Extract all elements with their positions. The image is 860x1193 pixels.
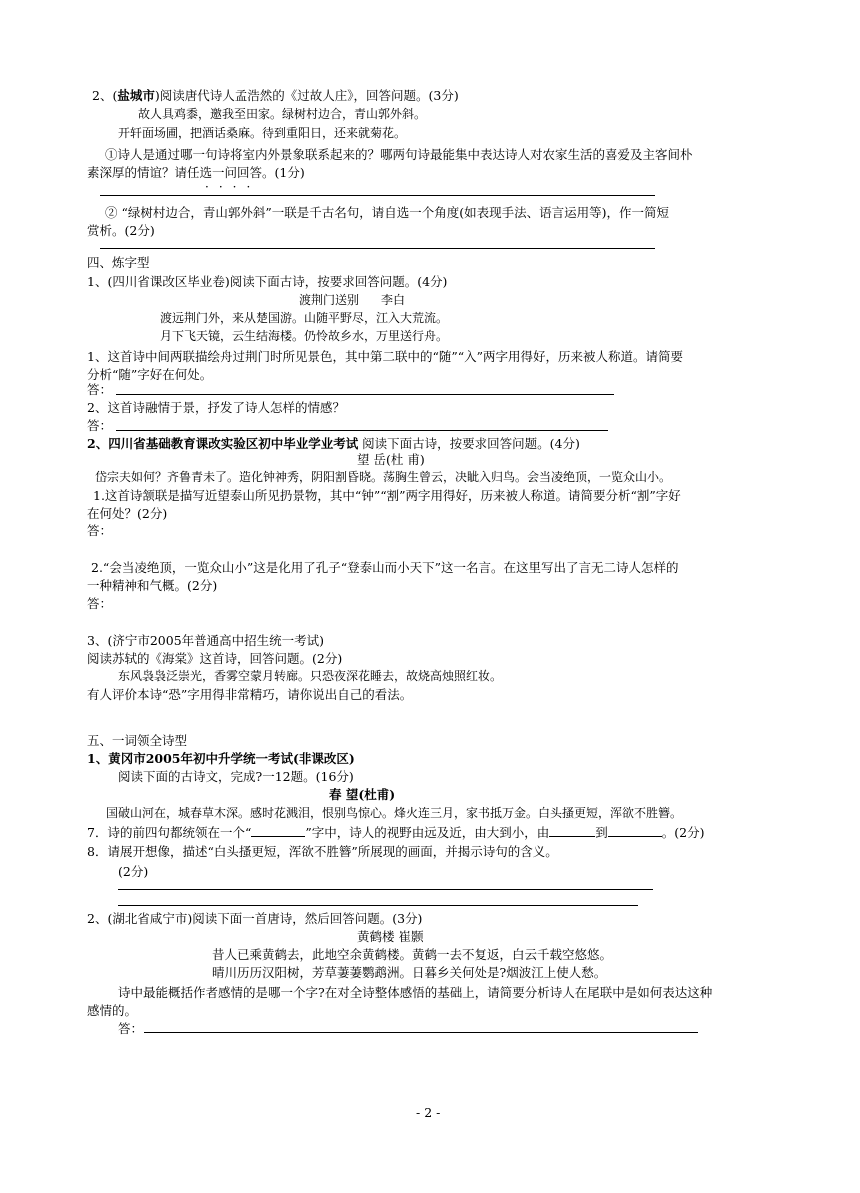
question-header: 2、(湖北省咸宁市)阅读下面一首唐诗，然后回答问题。(3分) bbox=[87, 911, 423, 926]
answer-line[interactable] bbox=[118, 905, 638, 906]
question-text: ①诗人是通过哪一句诗将室内外景象联系起来的？哪两句诗最能集中表达诗人对农家生活的喜爱及主客间朴 bbox=[105, 147, 693, 162]
question-text: 在何处？(2分) bbox=[87, 506, 168, 521]
question-text: 诗中最能概括作者感情的是哪一个字?在对全诗整体感悟的基础上，请简要分析诗人在尾联中是如何表达这种 bbox=[118, 985, 713, 1000]
section-heading: 五、一词领全诗型 bbox=[87, 733, 188, 748]
poem-line: 月下飞天镜，云生结海楼。仍怜故乡水，万里送行舟。 bbox=[160, 329, 449, 343]
answer-label: 答： bbox=[87, 596, 113, 611]
poem-line: 国破山河在，城春草木深。感时花溅泪，恨别鸟惊心。烽火连三月，家书抵万金。白头搔更短，浑欲不胜簪。 bbox=[106, 806, 683, 820]
answer-label: 答： bbox=[87, 418, 113, 433]
question-header: 1、黄冈市2005年初中升学统一考试(非课改区) bbox=[87, 751, 355, 766]
answer-label: 答： bbox=[87, 523, 113, 538]
answer-label: 答： bbox=[87, 382, 113, 397]
question-header: 1、(四川省课改区毕业卷)阅读下面古诗，按要求回答问题。(4分) bbox=[87, 274, 448, 289]
question-text: 8．请展开想像，描述“白头搔更短，浑欲不胜簪”所展现的画面，并揭示诗句的含义。 bbox=[87, 844, 558, 859]
question-text: 阅读苏轼的《海棠》这首诗，回答问题。(2分) bbox=[87, 651, 343, 666]
question-text: 赏析。(2分) bbox=[87, 223, 155, 238]
question-text: 1、这首诗中间两联描绘舟过荆门时所见景色，其中第二联中的“随”“入”两字用得好，历来被人称道。请简要 bbox=[87, 349, 684, 364]
poem-title: 渡荆门送别 李白 bbox=[299, 293, 406, 307]
question-text: 感情的。 bbox=[87, 1003, 138, 1018]
emphasis-dots: ···· bbox=[205, 180, 261, 194]
poem-line: 晴川历历汉阳树，芳草萋萋鹦鹉洲。日暮乡关何处是?烟波江上使人愁。 bbox=[212, 965, 607, 980]
poem-title: 春 望(杜甫) bbox=[329, 787, 396, 802]
question-header: 3、(济宁市2005年普通高中招生统一考试) bbox=[87, 633, 325, 648]
question-text: ② “绿树村边合，青山郭外斜”一联是千古名句，请自选一个角度(如表现手法、语言运用等)，作一简短 bbox=[105, 205, 670, 220]
answer-line[interactable] bbox=[100, 248, 655, 249]
poem-line: 岱宗夫如何？齐鲁青未了。造化钟神秀，阴阳割昏晓。荡胸生曾云，决眦入归鸟。会当凌绝顶，一览众山小。 bbox=[95, 470, 672, 484]
answer-line[interactable] bbox=[118, 889, 653, 890]
poem-title: 望 岳(杜 甫) bbox=[357, 452, 425, 467]
question-header: 2、(盐城市)阅读唐代诗人孟浩然的《过故人庄》，回答问题。(3分) bbox=[92, 88, 459, 103]
poem-line: 昔人已乘黄鹤去，此地空余黄鹤楼。黄鹤一去不复返，白云千载空悠悠。 bbox=[212, 947, 613, 962]
poem-line: 故人具鸡黍，邀我至田家。绿树村边合，青山郭外斜。 bbox=[138, 107, 427, 121]
poem-line: 东风袅袅泛崇光，香雾空蒙月转廊。只恐夜深花睡去，故烧高烛照红妆。 bbox=[118, 669, 503, 683]
question-text: 素深厚的情谊？请任选一问回答。(1分) bbox=[87, 165, 305, 180]
score-label: (2分) bbox=[118, 864, 149, 879]
answer-line[interactable] bbox=[144, 1032, 698, 1033]
question-text: 一种精神和气概。(2分) bbox=[87, 578, 218, 593]
answer-blank[interactable] bbox=[549, 824, 595, 837]
poem-line: 渡远荆门外，来从楚国游。山随平野尽，江入大荒流。 bbox=[160, 311, 449, 325]
answer-line[interactable] bbox=[116, 430, 608, 431]
question-text: 分析“随”字好在何处。 bbox=[87, 367, 213, 382]
poem-line: 开轩面场圃，把酒话桑麻。待到重阳日，还来就菊花。 bbox=[118, 126, 407, 140]
question-text: 7．诗的前四句都统领在一个“ ”字中，诗人的视野由远及近，由大到小，由 到 。(2分) bbox=[87, 825, 705, 840]
question-text: 阅读下面的古诗文，完成?一12题。(16分) bbox=[118, 769, 354, 784]
section-heading: 四、炼字型 bbox=[87, 255, 150, 270]
page-number: - 2 - bbox=[416, 1105, 441, 1120]
poem-title: 黄鹤楼 崔颢 bbox=[357, 929, 424, 944]
answer-label: 答： bbox=[118, 1021, 144, 1036]
answer-blank[interactable] bbox=[608, 824, 662, 837]
answer-blank[interactable] bbox=[251, 824, 305, 837]
question-text: 2.“会当凌绝顶，一览众山小”这是化用了孔子“登泰山而小天下”这一名言。在这里写出了言无二诗人怎样的 bbox=[91, 560, 679, 575]
question-header: 2、四川省基础教育课改实验区初中毕业学业考试 阅读下面古诗，按要求回答问题。(4分) bbox=[87, 436, 580, 451]
question-text: 2、这首诗融情于景，抒发了诗人怎样的情感？ bbox=[87, 400, 345, 415]
answer-line[interactable] bbox=[116, 394, 614, 395]
question-text: 有人评价本诗“恐”字用得非常精巧，请你说出自己的看法。 bbox=[87, 687, 413, 702]
question-text: 1.这首诗颔联是描写近望泰山所见扔景物，其中“钟”“割”两字用得好，历来被人称道。请简要分析“割”字好 bbox=[93, 488, 681, 503]
answer-line[interactable] bbox=[100, 195, 655, 196]
